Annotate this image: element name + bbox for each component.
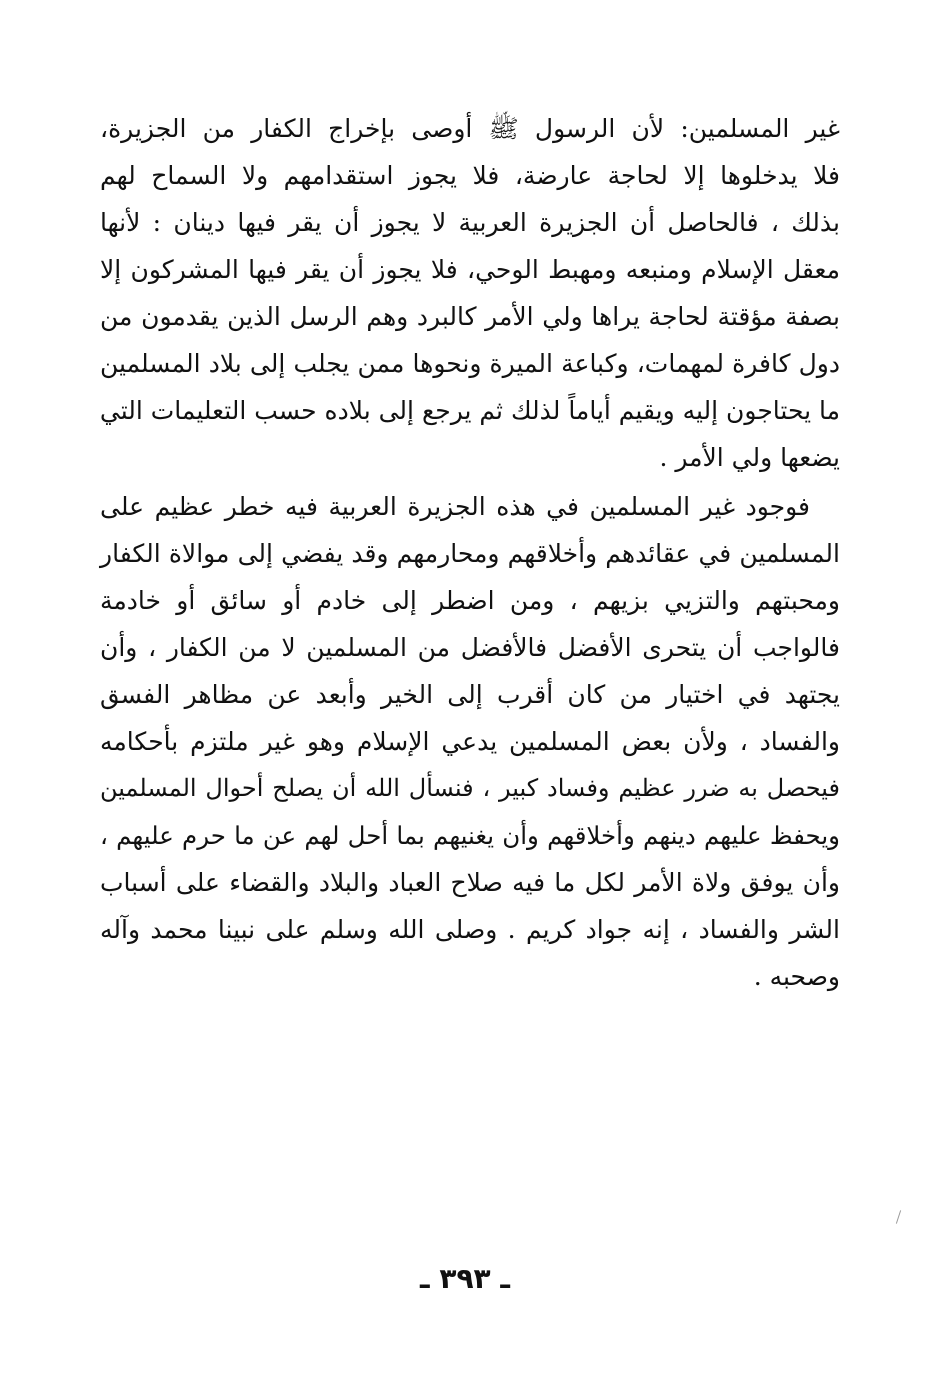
- text-line: بصفة مؤقتة لحاجة يراها ولي الأمر كالبرد وهم الرسل الذين يقدمون من: [100, 302, 840, 331]
- text-line: فلا يدخلوها إلا لحاجة عارضة، فلا يجوز استقدامهم ولا السماح لهم: [100, 161, 840, 190]
- text-line: فوجود غير المسلمين في هذه الجزيرة العربية فيه خطر عظيم على: [100, 492, 810, 521]
- text-line: يضعها ولي الأمر .: [659, 443, 840, 472]
- text-line: فيحصل به ضرر عظيم وفساد كبير ، فنسأل الله أن يصلح أحوال المسلمين: [100, 774, 840, 802]
- paragraph-1: [100, 105, 840, 481]
- text-line: ومحبتهم والتزيي بزيهم ، ومن اضطر إلى خادم أو سائق أو خادمة: [100, 586, 840, 615]
- text-line: يجتهد في اختيار من كان أقرب إلى الخير وأبعد عن مظاهر الفسق: [100, 680, 840, 709]
- text-line: دول كافرة لمهمات، وكباعة الميرة ونحوها ممن يجلب إلى بلاد المسلمين: [100, 349, 840, 378]
- text-line: ما يحتاجون إليه ويقيم أياماً لذلك ثم يرجع إلى بلاده حسب التعليمات التي: [99, 396, 840, 425]
- text-line: معقل الإسلام ومنبعه ومهبط الوحي، فلا يجوز أن يقر فيها المشركون إلا: [100, 255, 840, 284]
- text-line: فالواجب أن يتحرى الأفضل فالأفضل من المسلمين لا من الكفار ، وأن: [100, 633, 840, 662]
- page-number: ـ ٣٩٣ ـ: [420, 1262, 510, 1295]
- paragraph-2: [100, 483, 840, 1000]
- text-line: وصحبه .: [753, 962, 840, 991]
- text-line: غير المسلمين: لأن الرسول ﷺ أوصى بإخراج الكفار من الجزيرة،: [100, 114, 840, 143]
- text-line: المسلمين في عقائدهم وأخلاقهم ومحارمهم وقد يفضي إلى موالاة الكفار: [100, 539, 840, 568]
- text-line: والفساد ، ولأن بعض المسلمين يدعي الإسلام وهو غير ملتزم بأحكامه: [100, 727, 840, 756]
- text-line: بذلك ، فالحاصل أن الجزيرة العربية لا يجوز أن يقر فيها دينان : لأنها: [100, 208, 840, 237]
- text-line: ويحفظ عليهم دينهم وأخلاقهم وأن يغنيهم بما أحل لهم عن ما حرم عليهم ،: [100, 821, 840, 850]
- margin-mark: [896, 1210, 901, 1224]
- text-line: وأن يوفق ولاة الأمر لكل ما فيه صلاح العباد والبلاد والقضاء على أسباب: [100, 868, 840, 897]
- text-line: الشر والفساد ، إنه جواد كريم . وصلى الله وسلم على نبينا محمد وآله: [100, 915, 840, 944]
